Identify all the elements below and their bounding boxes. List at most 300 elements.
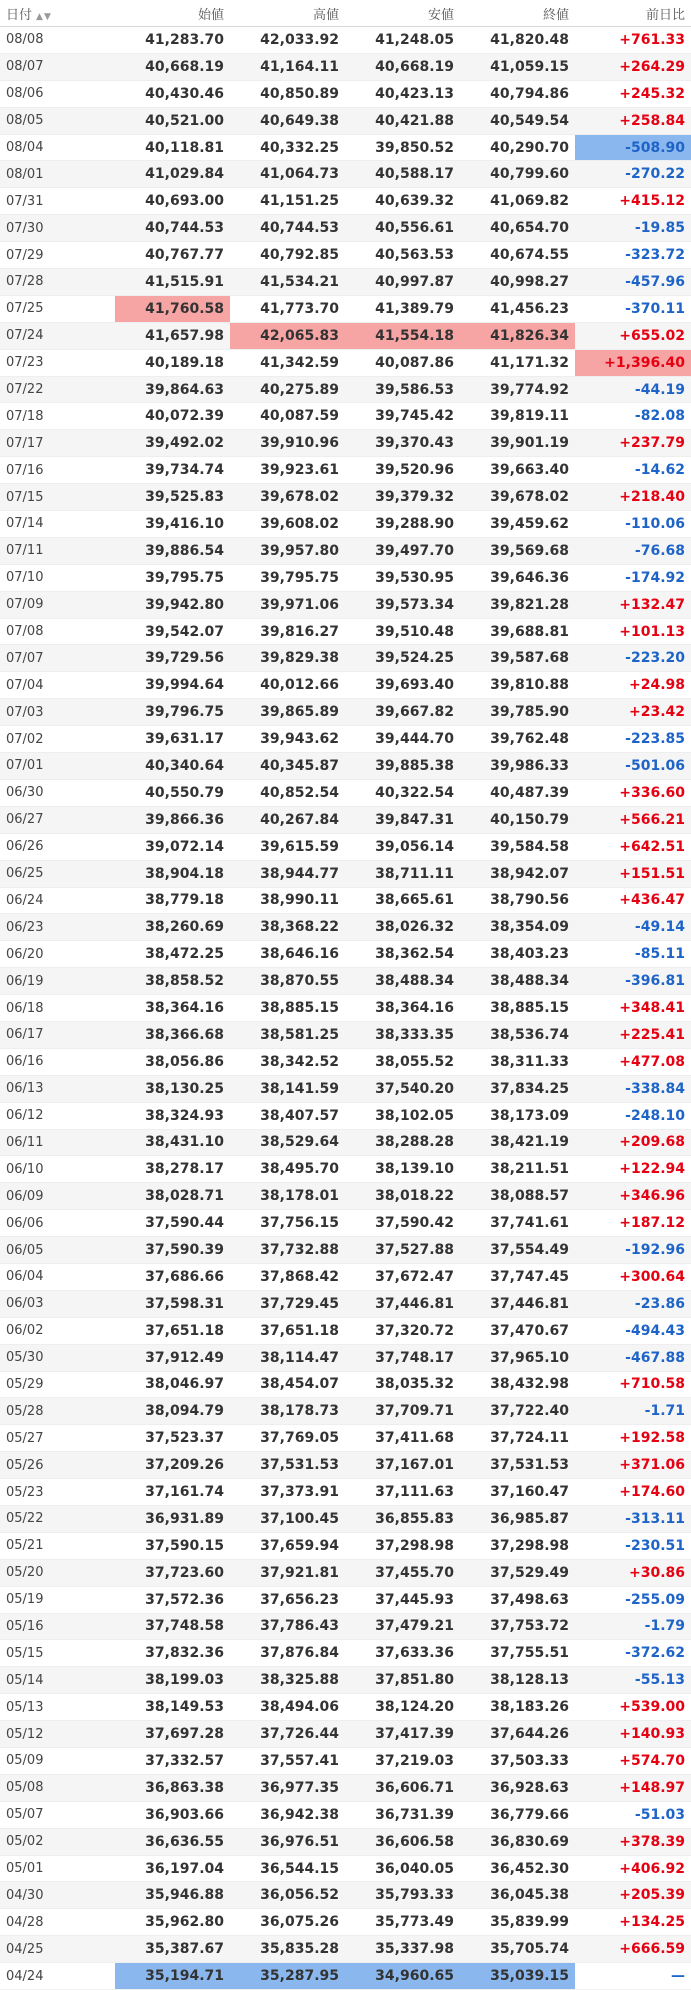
cell-date: 05/19 [0,1586,115,1613]
table-row [0,833,691,860]
sort-toggle[interactable] [36,12,52,22]
table-row [0,1613,691,1640]
cell-open: 37,686.66 [115,1263,230,1290]
cell-date: 05/28 [0,1398,115,1425]
cell-close: 37,446.81 [460,1290,575,1317]
cell-close: 38,488.34 [460,968,575,995]
cell-open: 38,324.93 [115,1102,230,1129]
cell-low: 37,446.81 [345,1290,460,1317]
table-row [0,1344,691,1371]
cell-date: 07/25 [0,295,115,322]
table-row [0,403,691,430]
cell-change: -174.92 [575,564,691,591]
header-close: 終値 [460,0,575,27]
cell-low: 38,124.20 [345,1694,460,1721]
cell-open: 35,946.88 [115,1882,230,1909]
table-row [0,699,691,726]
cell-open: 38,046.97 [115,1371,230,1398]
cell-date: 07/08 [0,618,115,645]
cell-close: 40,799.60 [460,161,575,188]
cell-close: 40,290.70 [460,134,575,161]
cell-high: 38,885.15 [230,995,345,1022]
table-row [0,672,691,699]
table-row [0,1586,691,1613]
cell-change: -501.06 [575,753,691,780]
cell-high: 36,977.35 [230,1774,345,1801]
cell-low: 36,855.83 [345,1505,460,1532]
cell-low: 36,731.39 [345,1801,460,1828]
cell-date: 06/19 [0,968,115,995]
cell-open: 40,744.53 [115,215,230,242]
cell-low: 37,320.72 [345,1317,460,1344]
cell-change: +23.42 [575,699,691,726]
cell-open: 37,590.39 [115,1237,230,1264]
cell-low: 40,668.19 [345,53,460,80]
cell-open: 36,197.04 [115,1855,230,1882]
table-row [0,1748,691,1775]
cell-date: 06/23 [0,914,115,941]
cell-close: 41,059.15 [460,53,575,80]
cell-close: 37,965.10 [460,1344,575,1371]
cell-low: 38,018.22 [345,1183,460,1210]
cell-low: 37,540.20 [345,1075,460,1102]
header-date[interactable] [0,0,115,27]
table-body [0,27,691,1990]
cell-low: 37,748.17 [345,1344,460,1371]
cell-change: -396.81 [575,968,691,995]
cell-change: +642.51 [575,833,691,860]
cell-high: 39,865.89 [230,699,345,726]
table-row [0,1640,691,1667]
table-row [0,1909,691,1936]
cell-date: 04/25 [0,1936,115,1963]
cell-change: +371.06 [575,1452,691,1479]
cell-change: -457.96 [575,269,691,296]
cell-open: 38,278.17 [115,1156,230,1183]
cell-close: 39,688.81 [460,618,575,645]
cell-open: 41,515.91 [115,269,230,296]
cell-date: 06/26 [0,833,115,860]
cell-close: 39,774.92 [460,376,575,403]
cell-change: +300.64 [575,1263,691,1290]
cell-low: 40,421.88 [345,107,460,134]
cell-change: +134.25 [575,1909,691,1936]
cell-date: 07/15 [0,484,115,511]
cell-high: 35,835.28 [230,1936,345,1963]
cell-open: 39,416.10 [115,511,230,538]
cell-change: +655.02 [575,322,691,349]
table-row [0,887,691,914]
cell-date: 05/12 [0,1721,115,1748]
cell-high: 37,732.88 [230,1237,345,1264]
cell-close: 37,747.45 [460,1263,575,1290]
cell-open: 39,072.14 [115,833,230,860]
cell-change: -230.51 [575,1532,691,1559]
cell-high: 41,773.70 [230,295,345,322]
cell-date: 07/01 [0,753,115,780]
table-row [0,726,691,753]
cell-open: 38,056.86 [115,1048,230,1075]
cell-low: 38,362.54 [345,941,460,968]
table-row [0,1694,691,1721]
table-row [0,430,691,457]
cell-low: 35,773.49 [345,1909,460,1936]
cell-close: 36,045.38 [460,1882,575,1909]
cell-change: -192.96 [575,1237,691,1264]
cell-close: 37,753.72 [460,1613,575,1640]
cell-close: 39,569.68 [460,537,575,564]
cell-close: 38,432.98 [460,1371,575,1398]
cell-date: 06/30 [0,779,115,806]
cell-change: -51.03 [575,1801,691,1828]
cell-close: 40,674.55 [460,242,575,269]
cell-open: 37,590.15 [115,1532,230,1559]
sort-down-icon[interactable]: ▼ [43,11,52,22]
cell-close: 39,646.36 [460,564,575,591]
cell-open: 37,590.44 [115,1210,230,1237]
cell-close: 39,678.02 [460,484,575,511]
cell-change: +140.93 [575,1721,691,1748]
cell-open: 39,866.36 [115,806,230,833]
cell-low: 38,102.05 [345,1102,460,1129]
table-row [0,1237,691,1264]
table-row [0,1183,691,1210]
cell-open: 41,029.84 [115,161,230,188]
cell-change: -55.13 [575,1667,691,1694]
table-row [0,484,691,511]
cell-open: 37,651.18 [115,1317,230,1344]
cell-change: +237.79 [575,430,691,457]
cell-close: 39,986.33 [460,753,575,780]
table-row [0,269,691,296]
cell-high: 40,792.85 [230,242,345,269]
cell-open: 38,364.16 [115,995,230,1022]
cell-date: 06/13 [0,1075,115,1102]
cell-close: 39,459.62 [460,511,575,538]
cell-date: 06/04 [0,1263,115,1290]
cell-high: 42,065.83 [230,322,345,349]
table-row [0,1210,691,1237]
cell-low: 39,850.52 [345,134,460,161]
cell-close: 38,885.15 [460,995,575,1022]
cell-high: 40,332.25 [230,134,345,161]
cell-open: 36,931.89 [115,1505,230,1532]
cell-high: 38,454.07 [230,1371,345,1398]
cell-open: 38,199.03 [115,1667,230,1694]
cell-open: 39,994.64 [115,672,230,699]
cell-close: 40,150.79 [460,806,575,833]
cell-low: 36,606.58 [345,1828,460,1855]
cell-date: 06/03 [0,1290,115,1317]
cell-date: 07/18 [0,403,115,430]
cell-low: 38,333.35 [345,1021,460,1048]
table-row [0,242,691,269]
cell-date: 05/22 [0,1505,115,1532]
cell-low: 40,588.17 [345,161,460,188]
table-row [0,1048,691,1075]
cell-open: 36,903.66 [115,1801,230,1828]
cell-change: +761.33 [575,27,691,54]
table-row [0,1559,691,1586]
cell-high: 37,786.43 [230,1613,345,1640]
cell-high: 38,495.70 [230,1156,345,1183]
table-row [0,537,691,564]
cell-open: 40,430.46 [115,80,230,107]
cell-close: 40,654.70 [460,215,575,242]
cell-low: 37,167.01 [345,1452,460,1479]
cell-high: 41,151.25 [230,188,345,215]
table-row [0,941,691,968]
table-row [0,1452,691,1479]
cell-date: 07/22 [0,376,115,403]
cell-date: 05/27 [0,1425,115,1452]
cell-low: 39,530.95 [345,564,460,591]
cell-date: 08/07 [0,53,115,80]
cell-change: -82.08 [575,403,691,430]
cell-high: 38,944.77 [230,860,345,887]
cell-close: 40,998.27 [460,269,575,296]
header-low: 安値 [345,0,460,27]
cell-open: 39,795.75 [115,564,230,591]
cell-open: 38,858.52 [115,968,230,995]
cell-date: 07/30 [0,215,115,242]
cell-low: 38,665.61 [345,887,460,914]
table-row [0,457,691,484]
cell-low: 39,056.14 [345,833,460,860]
cell-open: 39,886.54 [115,537,230,564]
cell-close: 37,724.11 [460,1425,575,1452]
cell-close: 38,421.19 [460,1129,575,1156]
cell-date: 06/05 [0,1237,115,1264]
cell-close: 39,663.40 [460,457,575,484]
cell-high: 38,646.16 [230,941,345,968]
cell-high: 42,033.92 [230,27,345,54]
cell-change: -23.86 [575,1290,691,1317]
cell-open: 36,863.38 [115,1774,230,1801]
cell-low: 37,455.70 [345,1559,460,1586]
cell-open: 40,668.19 [115,53,230,80]
cell-date: 07/03 [0,699,115,726]
table-row [0,860,691,887]
cell-low: 37,527.88 [345,1237,460,1264]
cell-high: 39,829.38 [230,645,345,672]
cell-low: 37,445.93 [345,1586,460,1613]
cell-close: 37,834.25 [460,1075,575,1102]
cell-low: 38,488.34 [345,968,460,995]
cell-close: 41,456.23 [460,295,575,322]
cell-close: 37,160.47 [460,1479,575,1506]
cell-low: 39,667.82 [345,699,460,726]
cell-close: 37,755.51 [460,1640,575,1667]
cell-close: 38,942.07 [460,860,575,887]
cell-high: 38,342.52 [230,1048,345,1075]
cell-close: 37,531.53 [460,1452,575,1479]
cell-high: 41,164.11 [230,53,345,80]
table-row [0,215,691,242]
cell-close: 38,354.09 [460,914,575,941]
cell-date: 06/10 [0,1156,115,1183]
cell-open: 38,130.25 [115,1075,230,1102]
table-row [0,779,691,806]
cell-close: 37,722.40 [460,1398,575,1425]
cell-high: 37,656.23 [230,1586,345,1613]
cell-change: -85.11 [575,941,691,968]
cell-date: 08/08 [0,27,115,54]
cell-close: 37,644.26 [460,1721,575,1748]
cell-date: 07/23 [0,349,115,376]
cell-high: 39,608.02 [230,511,345,538]
cell-low: 40,556.61 [345,215,460,242]
table-row [0,27,691,54]
cell-change: +539.00 [575,1694,691,1721]
table-row [0,295,691,322]
table-row [0,1129,691,1156]
cell-date: 07/10 [0,564,115,591]
cell-high: 39,816.27 [230,618,345,645]
cell-open: 39,734.74 [115,457,230,484]
cell-high: 37,557.41 [230,1748,345,1775]
cell-low: 39,288.90 [345,511,460,538]
cell-low: 39,510.48 [345,618,460,645]
cell-change: -467.88 [575,1344,691,1371]
cell-close: 37,554.49 [460,1237,575,1264]
cell-close: 35,705.74 [460,1936,575,1963]
table-row [0,591,691,618]
cell-open: 37,523.37 [115,1425,230,1452]
cell-high: 36,056.52 [230,1882,345,1909]
cell-low: 35,793.33 [345,1882,460,1909]
sort-up-icon[interactable]: ▲ [36,11,44,22]
cell-open: 38,366.68 [115,1021,230,1048]
cell-date: 06/16 [0,1048,115,1075]
table-row [0,1721,691,1748]
cell-high: 40,852.54 [230,779,345,806]
cell-date: 05/16 [0,1613,115,1640]
cell-low: 37,298.98 [345,1532,460,1559]
cell-close: 37,529.49 [460,1559,575,1586]
cell-date: 06/20 [0,941,115,968]
cell-low: 40,322.54 [345,779,460,806]
cell-low: 38,055.52 [345,1048,460,1075]
cell-low: 36,606.71 [345,1774,460,1801]
cell-low: 39,370.43 [345,430,460,457]
cell-open: 40,072.39 [115,403,230,430]
cell-low: 41,248.05 [345,27,460,54]
cell-change: -14.62 [575,457,691,484]
cell-date: 06/02 [0,1317,115,1344]
cell-date: 04/24 [0,1963,115,1990]
cell-open: 39,942.80 [115,591,230,618]
cell-date: 06/17 [0,1021,115,1048]
cell-high: 40,267.84 [230,806,345,833]
cell-high: 39,678.02 [230,484,345,511]
cell-change: +264.29 [575,53,691,80]
cell-low: 37,411.68 [345,1425,460,1452]
cell-date: 08/04 [0,134,115,161]
cell-date: 06/09 [0,1183,115,1210]
cell-open: 39,542.07 [115,618,230,645]
cell-open: 38,779.18 [115,887,230,914]
cell-date: 07/11 [0,537,115,564]
cell-change: +30.86 [575,1559,691,1586]
cell-low: 38,364.16 [345,995,460,1022]
cell-close: 35,039.15 [460,1963,575,1990]
cell-open: 41,657.98 [115,322,230,349]
cell-close: 39,762.48 [460,726,575,753]
cell-open: 38,431.10 [115,1129,230,1156]
cell-open: 37,332.57 [115,1748,230,1775]
cell-change: +406.92 [575,1855,691,1882]
table-row [0,349,691,376]
cell-close: 40,487.39 [460,779,575,806]
cell-date: 07/29 [0,242,115,269]
cell-change: -255.09 [575,1586,691,1613]
cell-low: 39,497.70 [345,537,460,564]
cell-high: 40,345.87 [230,753,345,780]
cell-close: 41,820.48 [460,27,575,54]
table-row [0,134,691,161]
cell-high: 35,287.95 [230,1963,345,1990]
cell-open: 37,161.74 [115,1479,230,1506]
cell-high: 38,114.47 [230,1344,345,1371]
cell-low: 38,026.32 [345,914,460,941]
cell-date: 05/29 [0,1371,115,1398]
table-row [0,53,691,80]
cell-open: 37,209.26 [115,1452,230,1479]
cell-close: 38,311.33 [460,1048,575,1075]
table-row [0,753,691,780]
cell-high: 41,064.73 [230,161,345,188]
cell-open: 38,149.53 [115,1694,230,1721]
cell-close: 38,088.57 [460,1183,575,1210]
cell-change: +132.47 [575,591,691,618]
table-row [0,645,691,672]
cell-close: 41,069.82 [460,188,575,215]
cell-high: 39,971.06 [230,591,345,618]
cell-change: -223.85 [575,726,691,753]
cell-date: 05/20 [0,1559,115,1586]
header-open: 始値 [115,0,230,27]
cell-low: 38,139.10 [345,1156,460,1183]
cell-open: 38,028.71 [115,1183,230,1210]
cell-change: +348.41 [575,995,691,1022]
cell-open: 39,492.02 [115,430,230,457]
cell-open: 38,472.25 [115,941,230,968]
table-row [0,564,691,591]
cell-open: 37,912.49 [115,1344,230,1371]
table-row [0,1398,691,1425]
cell-date: 07/14 [0,511,115,538]
cell-high: 37,726.44 [230,1721,345,1748]
cell-high: 36,544.15 [230,1855,345,1882]
cell-open: 36,636.55 [115,1828,230,1855]
cell-date: 05/21 [0,1532,115,1559]
cell-change: -508.90 [575,134,691,161]
cell-date: 06/18 [0,995,115,1022]
cell-change: +174.60 [575,1479,691,1506]
table-row [0,1075,691,1102]
cell-close: 39,785.90 [460,699,575,726]
cell-close: 38,211.51 [460,1156,575,1183]
cell-low: 37,590.42 [345,1210,460,1237]
cell-open: 39,525.83 [115,484,230,511]
table-row [0,376,691,403]
cell-date: 08/06 [0,80,115,107]
table-row [0,1156,691,1183]
cell-close: 38,790.56 [460,887,575,914]
cell-low: 37,479.21 [345,1613,460,1640]
cell-high: 40,012.66 [230,672,345,699]
